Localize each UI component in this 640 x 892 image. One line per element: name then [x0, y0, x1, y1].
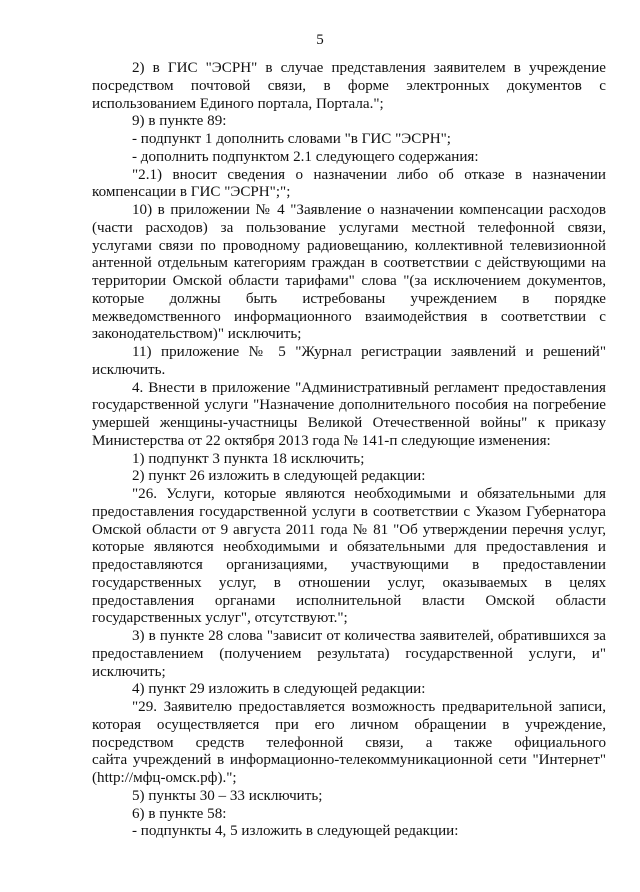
text-line: предоставления государственной услуги в соответствии с Указом Губернатора: [92, 503, 606, 520]
text-line: 6) в пункте 58:: [132, 805, 227, 822]
text-line: (http://мфц-омск.рф).";: [92, 770, 237, 786]
text-line: - подпункт 1 дополнить словами "в ГИС "ЭСРН";: [132, 131, 451, 147]
text-line: которые являются необходимыми и обязательными для предоставления и: [92, 539, 606, 556]
text-line: умершей женщины-участницы Великой Отечественной войны" к приказу: [92, 415, 606, 431]
text-line: 2) в ГИС "ЭСРН" в случае представления заявителем в учреждение: [132, 60, 606, 76]
text-line: (части расходов) за пользование услугами местной телефонной связи,: [92, 219, 606, 236]
text-line: компенсации в ГИС "ЭСРН";";: [92, 184, 291, 201]
text-line: государственных услуг, в отношении услуг, оказываемых в целях: [92, 574, 606, 591]
text-line: антенной отдельным категориям граждан в соответствии с действующими на: [92, 255, 606, 272]
text-line: 2) пункт 26 изложить в следующей редакции:: [132, 468, 426, 485]
text-line: исключить.: [92, 361, 166, 378]
text-line: которые должны быть истребованы учреждением в порядке: [92, 290, 606, 307]
text-line: государственной услуги "Назначение дополнительного пособия на погребение: [92, 397, 606, 414]
text-line: 4. Внести в приложение "Административный регламент предоставления: [132, 379, 606, 396]
text-line: посредством средств телефонной связи, а также официального: [92, 734, 606, 751]
text-line: межведомственного информационного взаимодействия в соответствии с: [92, 308, 606, 325]
text-line: предоставляются организациями, участвующими в предоставлении: [92, 557, 606, 573]
text-line: "26. Услуги, которые являются необходимыми и обязательными для: [132, 486, 606, 502]
text-line: которая осуществляется при его личном обращении в учреждение,: [92, 716, 606, 733]
text-line: - дополнить подпунктом 2.1 следующего содержания:: [132, 148, 479, 165]
text-line: посредством почтовой связи, в форме электронных документов с: [92, 77, 606, 94]
text-line: "2.1) вносит сведения о назначении либо об отказе в назначении: [132, 166, 606, 183]
text-line: 3) в пункте 28 слова "зависит от количества заявителей, обратившихся за: [132, 628, 606, 644]
text-line: использованием Единого портала, Портала.";: [92, 95, 384, 112]
text-line: Омской области от 9 августа 2011 года № 81 "Об утверждении перечня услуг,: [92, 521, 606, 538]
page-number: 5: [316, 32, 324, 48]
text-line: предоставления органами исполнительной власти Омской области: [92, 592, 606, 609]
text-line: 10) в приложении № 4 "Заявление о назначении компенсации расходов: [132, 202, 606, 218]
text-line: - подпункты 4, 5 изложить в следующей редакции:: [132, 823, 459, 840]
text-line: услугами связи по проводному радиовещанию, коллективной телевизионной: [92, 237, 606, 254]
text-line: 4) пункт 29 изложить в следующей редакции:: [132, 681, 426, 698]
text-line: территории Омской области тарифами" слова "(за исключением документов,: [92, 273, 606, 289]
text-line: законодательством)" исключить;: [92, 326, 302, 343]
text-line: 1) подпункт 3 пункта 18 исключить;: [132, 450, 365, 467]
text-line: государственных услуг", отсутствуют.";: [92, 610, 348, 627]
text-line: предоставлением (получением результата) государственной услуги, и": [92, 645, 606, 662]
text-line: 9) в пункте 89:: [132, 113, 227, 130]
document-body: [92, 60, 606, 841]
text-line: сайта учреждений в информационно-телекоммуникационной сети "Интернет": [92, 752, 606, 769]
text-line: 11) приложение № 5 "Журнал регистрации заявлений и решений": [132, 344, 606, 360]
text-line: Министерства от 22 октября 2013 года № 141-п следующие изменения:: [92, 432, 551, 449]
text-line: "29. Заявителю предоставляется возможность предварительной записи,: [132, 699, 606, 715]
text-line: 5) пункты 30 – 33 исключить;: [132, 787, 323, 804]
text-line: исключить;: [92, 663, 166, 680]
